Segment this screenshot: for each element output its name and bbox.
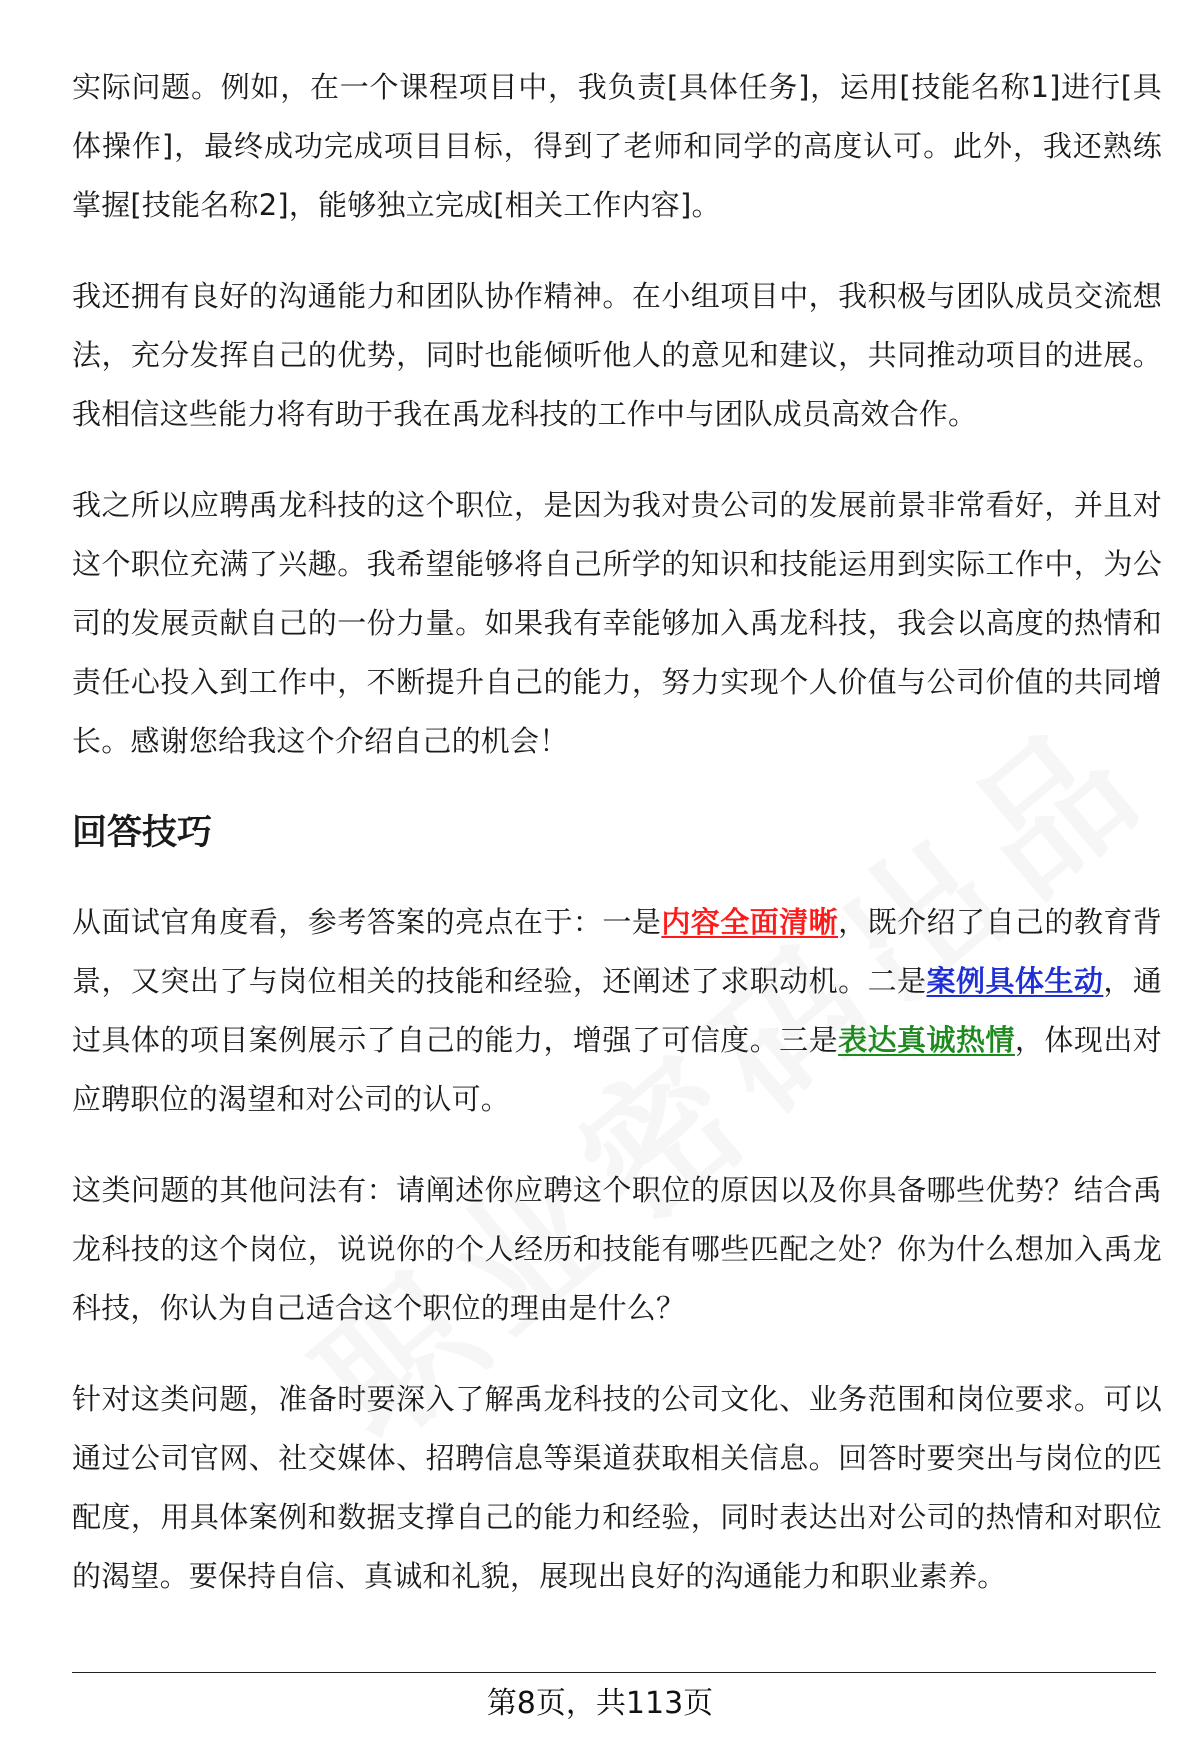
highlight-green: 表达真诚热情 xyxy=(838,1023,1015,1057)
tips-paragraph-3: 针对这类问题，准备时要深入了解禹龙科技的公司文化、业务范围和岗位要求。可以通过公司官网、社交媒体、招聘信息等渠道获取相关信息。回答时要突出与岗位的匹配度，用具体案例和数据支撑自己的能力和经验，同时表达出对公司的热情和对职位的渴望。要保持自信、真诚和礼貌，展现出良好的沟通能力和职业素养。 xyxy=(72,1382,1162,1593)
tips-text: ，体现出对应聘职位的渴望和对公司的认可。 xyxy=(72,1023,1162,1116)
tips-text: ，既介绍了自己的教育背景，又突出了与岗位相关的技能和经验，还阐述了求职动机。二是 xyxy=(72,905,1162,998)
tips-paragraph-2: 这类问题的其他问法有：请阐述你应聘这个职位的原因以及你具备哪些优势？结合禹龙科技的这个岗位，说说你的个人经历和技能有哪些匹配之处？你为什么想加入禹龙科技，你认为自己适合这个职位的理由是什么？ xyxy=(72,1173,1162,1325)
answer-paragraph-2: 我还拥有良好的沟通能力和团队协作精神。在小组项目中，我积极与团队成员交流想法，充分发挥自己的优势，同时也能倾听他人的意见和建议，共同推动项目的进展。我相信这些能力将有助于我在禹龙科技的工作中与团队成员高效合作。 xyxy=(72,279,1162,431)
page-number: 第8页，共113页 xyxy=(486,1686,714,1721)
tips-paragraph-1 xyxy=(72,893,1162,1129)
section-heading: 回答技巧 xyxy=(72,813,213,853)
page-content xyxy=(72,58,1162,1638)
highlight-red: 内容全面清晰 xyxy=(661,905,839,939)
answer-paragraph-3: 我之所以应聘禹龙科技的这个职位，是因为我对贵公司的发展前景非常看好，并且对这个职位充满了兴趣。我希望能够将自己所学的知识和技能运用到实际工作中，为公司的发展贡献自己的一份力量。如果我有幸能够加入禹龙科技，我会以高度的热情和责任心投入到工作中，不断提升自己的能力，努力实现个人价值与公司价值的共同增长。感谢您给我这个介绍自己的机会！ xyxy=(72,488,1162,758)
highlight-blue: 案例具体生动 xyxy=(926,964,1104,998)
footer-divider xyxy=(72,1672,1156,1673)
answer-paragraph-1: 实际问题。例如，在一个课程项目中，我负责[具体任务]，运用[技能名称1]进行[具体操作]，最终成功完成项目目标，得到了老师和同学的高度认可。此外，我还熟练掌握[技能名称2]，能够独立完成[相关工作内容]。 xyxy=(72,70,1162,222)
tips-text: 从面试官角度看，参考答案的亮点在于：一是 xyxy=(72,905,662,939)
tips-text: ，通过具体的项目案例展示了自己的能力，增强了可信度。三是 xyxy=(72,964,1162,1057)
